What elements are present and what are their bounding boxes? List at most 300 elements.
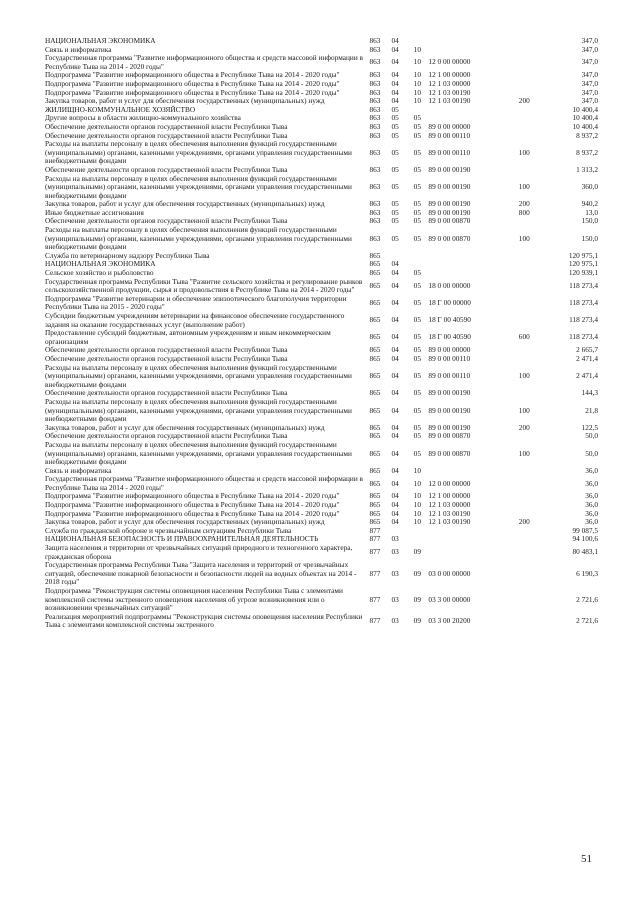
row-target-article: 89 0 00 00870	[428, 448, 471, 458]
row-subsection: 05	[413, 182, 421, 192]
row-expense-type	[515, 217, 533, 226]
row-expense-type	[515, 295, 533, 312]
row-section: 05	[391, 113, 399, 123]
row-section: 04	[391, 57, 399, 67]
row-name: Обеспечение деятельности органов государственной власти Республики Тыва	[45, 353, 288, 363]
row-amount: 347,0	[581, 57, 598, 67]
row-expense-type	[515, 535, 533, 544]
row-amount: 10 400,4	[572, 113, 598, 123]
table-row	[45, 441, 598, 467]
row-admin-code: 865	[369, 250, 381, 260]
row-amount: 347,0	[581, 78, 598, 88]
table-row	[45, 37, 598, 46]
row-section: 04	[391, 517, 399, 527]
row-name: Обеспечение деятельности органов государственной власти Республики Тыва	[45, 345, 288, 355]
row-expense-type	[515, 432, 533, 441]
table-row	[45, 175, 598, 201]
row-admin-code: 865	[369, 298, 381, 308]
row-target-article: 89 0 00 00870	[428, 233, 471, 243]
row-subsection: 05	[413, 422, 421, 432]
row-target-article	[428, 535, 515, 544]
row-name: Подпрограмма "Развитие информационного общества в Республике Тыва на 2014 - 2020 годы"	[45, 87, 340, 97]
row-admin-code: 865	[369, 332, 381, 342]
row-target-article	[428, 269, 515, 278]
row-subsection: 05	[413, 130, 421, 140]
row-expense-type	[515, 71, 533, 80]
row-amount: 36,0	[585, 491, 598, 501]
row-name: Субсидии бюджетным учреждениям ветеринарии на финансовое обеспечение государственного задания на оказание государственных услуг (выполнение работ)	[45, 311, 345, 329]
row-target-article: 12 1 00 00000	[428, 491, 471, 501]
row-name: Обеспечение деятельности органов государственной власти Республики Тыва	[45, 216, 288, 226]
row-amount: 150,0	[581, 233, 598, 243]
row-subsection: 05	[413, 405, 421, 415]
row-target-article: 89 0 00 00190	[428, 182, 471, 192]
row-target-article: 89 0 00 00190	[428, 207, 471, 217]
row-subsection: 10	[413, 78, 421, 88]
row-admin-code: 877	[369, 547, 381, 557]
row-admin-code: 865	[369, 508, 381, 518]
row-subsection: 10	[413, 44, 421, 54]
row-section: 04	[391, 268, 399, 278]
row-name: Подпрограмма "Реконструкция системы оповещения населения Республики Тыва с элементами комплексной системы экстренного оповещения населения об угрозе возникновения или о возникновении чрезвычайных ситуаций"	[45, 586, 343, 613]
row-admin-code: 865	[369, 431, 381, 441]
row-admin-code: 863	[369, 87, 381, 97]
row-expense-type	[515, 346, 533, 355]
row-expense-type: 100	[518, 182, 530, 192]
row-admin-code: 863	[369, 147, 381, 157]
row-section: 04	[391, 298, 399, 308]
row-expense-type	[515, 54, 533, 71]
row-name: НАЦИОНАЛЬНАЯ БЕЗОПАСНОСТЬ И ПРАВООХРАНИТЕЛЬНАЯ ДЕЯТЕЛЬНОСТЬ	[45, 534, 319, 544]
row-amount: 118 273,4	[569, 280, 598, 290]
row-expense-type	[515, 389, 533, 398]
row-name: Закупка товаров, работ и услуг для обеспечения государственных (муниципальных) нужд	[45, 422, 325, 432]
row-amount: 36,0	[585, 500, 598, 510]
row-amount: 120 939,1	[568, 268, 598, 278]
page-number: 51	[581, 853, 592, 865]
row-section: 05	[391, 182, 399, 192]
row-name: Обеспечение деятельности органов государственной власти Республики Тыва	[45, 164, 288, 174]
row-subsection: 05	[413, 164, 421, 174]
row-section: 04	[391, 87, 399, 97]
row-name: Сельское хозяйство и рыболовство	[45, 268, 154, 278]
row-section: 04	[391, 491, 399, 501]
row-name: Расходы на выплаты персоналу в целях обеспечения выполнения функций государственными (муниципальными) органами, казенными учреждениями, органами управления государственными внебюджетными фондами	[45, 396, 352, 424]
row-admin-code: 865	[369, 478, 381, 488]
row-expense-type: 200	[518, 96, 530, 106]
row-amount: 94 100,6	[572, 534, 598, 544]
row-subsection: 05	[413, 121, 421, 131]
row-amount: 2 721,6	[576, 616, 598, 626]
row-subsection: 10	[413, 465, 421, 475]
row-name: Другие вопросы в области жилищно-коммунального хозяйства	[45, 113, 241, 123]
row-amount: 6 190,3	[576, 568, 598, 578]
row-subsection: 05	[413, 207, 421, 217]
row-admin-code: 863	[369, 121, 381, 131]
row-amount: 940,2	[581, 199, 598, 209]
row-amount: 36,0	[585, 508, 598, 518]
row-subsection: 05	[413, 233, 421, 243]
row-expense-type: 100	[518, 233, 530, 243]
row-admin-code: 863	[369, 182, 381, 192]
row-target-article	[428, 46, 515, 55]
row-expense-type	[515, 123, 533, 132]
row-expense-type	[515, 544, 533, 561]
row-amount: 118 273,4	[569, 298, 598, 308]
row-subsection: 05	[413, 431, 421, 441]
row-name: Закупка товаров, работ и услуг для обеспечения государственных (муниципальных) нужд	[45, 517, 325, 527]
row-admin-code: 865	[369, 353, 381, 363]
row-amount: 2 665,7	[576, 345, 598, 355]
row-name: Закупка товаров, работ и услуг для обеспечения государственных (муниципальных) нужд	[45, 96, 325, 106]
row-subsection: 10	[413, 508, 421, 518]
row-target-article: 89 0 00 00110	[428, 147, 471, 157]
row-section: 04	[391, 388, 399, 398]
row-admin-code: 863	[369, 96, 381, 106]
row-name: ЖИЛИЩНО-КОММУНАЛЬНОЕ ХОЗЯЙСТВО	[45, 104, 196, 114]
row-subsection: 05	[413, 113, 421, 123]
row-name: Государственная программа Республики Тыва "Защита населения и территорий от чрезвычайных ситуаций, обеспечение пожарной безопасности и безопасности людей на водных объектах на 2014 - 2018 годы"	[45, 560, 357, 587]
row-section: 05	[391, 199, 399, 209]
row-admin-code: 863	[369, 36, 381, 45]
row-target-article	[428, 252, 515, 261]
row-subsection: 10	[413, 517, 421, 527]
row-expense-type	[515, 166, 533, 175]
row-subsection: 10	[413, 96, 421, 106]
row-expense-type	[515, 475, 533, 492]
row-target-article	[428, 527, 515, 536]
row-admin-code: 865	[369, 268, 381, 278]
row-name: Расходы на выплаты персоналу в целях обеспечения выполнения функций государственными (муниципальными) органами, казенными учреждениями, органами управления государственными внебюджетными фондами	[45, 139, 352, 166]
row-section: 03	[391, 568, 399, 578]
row-target-article: 89 0 00 00190	[428, 388, 471, 398]
row-expense-type: 100	[518, 405, 530, 415]
row-section: 04	[391, 465, 399, 475]
row-expense-type	[515, 587, 533, 613]
row-section: 04	[391, 259, 399, 269]
row-expense-type: 800	[518, 207, 530, 217]
row-expense-type: 100	[518, 147, 530, 157]
row-section: 04	[391, 70, 399, 80]
row-name: Государственная программа "Развитие информационного общества и средств массовой информации в Республике Тыва на 2014 - 2020 годы"	[45, 53, 363, 71]
row-amount: 120 975,1	[568, 250, 598, 260]
row-target-article: 89 0 00 00190	[428, 405, 471, 415]
row-expense-type	[515, 260, 533, 269]
row-subsection: 10	[413, 57, 421, 67]
row-expense-type	[515, 278, 533, 295]
table-row	[45, 278, 598, 295]
row-amount: 150,0	[581, 216, 598, 226]
table-row	[45, 329, 598, 346]
row-name: Связь и информатика	[45, 44, 112, 54]
row-section: 04	[391, 431, 399, 441]
row-section: 04	[391, 44, 399, 54]
row-subsection: 05	[413, 345, 421, 355]
row-subsection: 05	[413, 332, 421, 342]
row-amount: 347,0	[581, 44, 598, 54]
row-subsection	[406, 252, 428, 261]
row-section: 05	[391, 216, 399, 226]
row-amount: 36,0	[585, 478, 598, 488]
row-admin-code: 877	[369, 594, 381, 604]
row-target-article	[428, 106, 515, 115]
row-target-article: 89 0 00 00190	[428, 199, 471, 209]
row-admin-code: 863	[369, 78, 381, 88]
row-amount: 80 483,1	[572, 547, 598, 557]
row-target-article	[428, 260, 515, 269]
row-target-article: 03 0 00 00000	[428, 568, 471, 578]
table-row	[45, 226, 598, 252]
row-amount: 347,0	[581, 96, 598, 106]
table-row	[45, 398, 598, 424]
row-target-article: 12 1 03 00000	[428, 500, 471, 510]
row-target-article: 18 0 00 00000	[428, 280, 471, 290]
row-target-article: 89 0 00 00000	[428, 121, 471, 131]
row-section: 04	[391, 78, 399, 88]
row-expense-type	[515, 132, 533, 141]
row-name: Подпрограмма "Развитие информационного общества в Республике Тыва на 2014 - 2020 годы"	[45, 70, 340, 80]
table-row	[45, 475, 598, 492]
row-section: 04	[391, 508, 399, 518]
row-admin-code: 863	[369, 207, 381, 217]
row-target-article: 89 0 00 00110	[428, 371, 471, 381]
row-amount: 8 937,2	[576, 130, 598, 140]
row-name: Расходы на выплаты персоналу в целях обеспечения выполнения функций государственными (муниципальными) органами, казенными учреждениями, органами управления государственными внебюджетными фондами	[45, 439, 352, 467]
row-name: Государственная программа "Развитие информационного общества и средств массовой информации в Республике Тыва на 2014 - 2020 годы"	[45, 474, 363, 492]
row-expense-type: 100	[518, 448, 530, 458]
row-admin-code: 877	[369, 525, 381, 535]
row-subsection: 09	[413, 616, 421, 626]
row-admin-code: 865	[369, 465, 381, 475]
row-target-article: 89 0 00 00000	[428, 345, 471, 355]
row-subsection: 05	[413, 280, 421, 290]
row-admin-code: 865	[369, 517, 381, 527]
row-amount: 118 273,4	[569, 315, 598, 325]
row-subsection: 05	[413, 268, 421, 278]
row-target-article	[428, 467, 515, 476]
row-name: Реализация мероприятий подпрограммы "Реконструкция системы оповещения населения Республики Тыва с элементами комплексной системы экстренного	[45, 611, 363, 630]
row-subsection: 10	[413, 87, 421, 97]
table-row	[45, 613, 598, 630]
row-amount: 50,0	[585, 448, 598, 458]
row-amount: 2 471,4	[576, 353, 598, 363]
row-name: Служба по ветеринарному надзору Республики Тыва	[45, 250, 210, 260]
row-section: 04	[391, 36, 399, 45]
row-subsection: 10	[413, 491, 421, 501]
row-admin-code: 865	[369, 491, 381, 501]
row-target-article: 89 0 00 00190	[428, 422, 471, 432]
row-expense-type	[515, 561, 533, 587]
row-admin-code: 865	[369, 371, 381, 381]
row-name: Связь и информатика	[45, 465, 112, 475]
row-admin-code: 863	[369, 70, 381, 80]
row-amount: 50,0	[585, 431, 598, 441]
row-section: 04	[391, 96, 399, 106]
row-section: 04	[391, 371, 399, 381]
row-subsection: 05	[413, 147, 421, 157]
row-amount: 10 400,4	[572, 121, 598, 131]
row-expense-type	[515, 106, 533, 115]
budget-table	[45, 37, 598, 630]
row-admin-code: 865	[369, 422, 381, 432]
row-admin-code: 877	[369, 616, 381, 626]
row-subsection: 05	[413, 448, 421, 458]
row-name: Подпрограмма "Развитие ветеринарии и обеспечение эпизоотического благополучия территории Республики Тыва на 2015 - 2020 годы"	[45, 293, 347, 312]
row-name: Обеспечение деятельности органов государственной власти Республики Тыва	[45, 388, 288, 398]
row-admin-code: 863	[369, 104, 381, 114]
row-section: 04	[391, 405, 399, 415]
row-amount: 360,0	[581, 182, 598, 192]
row-section: 05	[391, 130, 399, 140]
table-row	[45, 312, 598, 329]
row-expense-type	[515, 467, 533, 476]
row-subsection: 10	[413, 500, 421, 510]
row-subsection: 05	[413, 199, 421, 209]
row-section: 05	[391, 147, 399, 157]
row-admin-code: 865	[369, 345, 381, 355]
row-name: Подпрограмма "Развитие информационного общества в Республике Тыва на 2014 - 2020 годы"	[45, 491, 340, 501]
row-admin-code: 877	[369, 534, 381, 544]
row-expense-type	[515, 613, 533, 630]
row-target-article: 89 0 00 00870	[428, 431, 471, 441]
row-section: 05	[391, 207, 399, 217]
row-expense-type	[515, 114, 533, 123]
row-amount: 99 087,5	[572, 525, 598, 535]
table-row	[45, 295, 598, 312]
row-amount: 347,0	[581, 87, 598, 97]
row-target-article: 03 3 00 20200	[428, 616, 471, 626]
row-expense-type: 200	[518, 517, 530, 527]
row-section: 04	[391, 500, 399, 510]
table-row	[45, 587, 598, 613]
row-target-article: 12 1 03 00190	[428, 87, 471, 97]
row-subsection: 05	[413, 388, 421, 398]
row-expense-type	[515, 37, 533, 46]
row-admin-code: 865	[369, 405, 381, 415]
row-expense-type	[515, 312, 533, 329]
row-target-article: 03 3 00 00000	[428, 594, 471, 604]
row-target-article: 18 Г 00 00000	[428, 298, 471, 308]
row-name: НАЦИОНАЛЬНАЯ ЭКОНОМИКА	[45, 259, 156, 269]
row-name: Государственная программа Республики Тыва "Развитие сельского хозяйства и регулирование рынков сельскохозяйственной продукции, сырья и продовольствия в Республике Тыва на 2014 - 2020 годы"	[45, 276, 363, 295]
row-admin-code: 865	[369, 280, 381, 290]
row-expense-type	[515, 355, 533, 364]
row-target-article: 12 0 00 00000	[428, 478, 471, 488]
row-amount: 347,0	[581, 70, 598, 80]
row-subsection: 10	[413, 70, 421, 80]
row-subsection	[406, 535, 428, 544]
row-expense-type: 100	[518, 371, 530, 381]
row-section: 03	[391, 594, 399, 604]
row-section: 04	[391, 280, 399, 290]
row-name: Предоставление субсидий бюджетным, автономным учреждениям и иным некоммерческим организациям	[45, 328, 331, 346]
row-name: Расходы на выплаты персоналу в целях обеспечения выполнения функций государственными (муниципальными) органами, казенными учреждениями, органами управления государственными внебюджетными фондами	[45, 362, 352, 389]
table-row	[45, 561, 598, 587]
table-row	[45, 544, 598, 561]
row-name: Подпрограмма "Развитие информационного общества в Республике Тыва на 2014 - 2020 годы"	[45, 508, 340, 518]
row-target-article: 89 0 00 00110	[428, 130, 471, 140]
row-amount: 120 975,1	[568, 259, 598, 269]
row-section: 03	[391, 534, 399, 544]
table-row	[45, 54, 598, 71]
row-amount: 36,0	[585, 465, 598, 475]
row-name: Закупка товаров, работ и услуг для обеспечения государственных (муниципальных) нужд	[45, 199, 325, 209]
row-section: 03	[391, 616, 399, 626]
row-target-article: 18 Г 00 40590	[428, 315, 471, 325]
row-name: Защита населения и территории от чрезвычайных ситуаций природного и техногенного характера, гражданская оборона	[45, 543, 353, 561]
row-target-article: 12 1 03 00190	[428, 517, 471, 527]
row-amount: 2 721,6	[576, 594, 598, 604]
row-admin-code: 865	[369, 448, 381, 458]
row-amount: 118 273,4	[569, 332, 598, 342]
row-amount: 36,0	[585, 517, 598, 527]
row-expense-type	[515, 501, 533, 510]
row-subsection: 09	[413, 594, 421, 604]
table-row	[45, 364, 598, 390]
row-subsection: 09	[413, 568, 421, 578]
row-name: Служба по гражданской обороне и чрезвычайным ситуациям Республики Тыва	[45, 525, 292, 535]
row-target-article: 89 0 00 00870	[428, 216, 471, 226]
row-amount: 21,8	[585, 405, 598, 415]
row-section: 05	[391, 104, 399, 114]
row-admin-code: 863	[369, 233, 381, 243]
row-target-article: 12 1 03 00190	[428, 96, 471, 106]
row-section: 04	[391, 478, 399, 488]
row-subsection: 05	[413, 353, 421, 363]
row-amount: 122,5	[581, 422, 598, 432]
row-section: 04	[391, 315, 399, 325]
row-admin-code: 865	[369, 500, 381, 510]
row-expense-type: 200	[518, 422, 530, 432]
row-amount: 347,0	[581, 36, 598, 45]
row-subsection: 05	[413, 315, 421, 325]
row-section: 04	[391, 353, 399, 363]
row-admin-code: 877	[369, 568, 381, 578]
row-subsection: 09	[413, 547, 421, 557]
row-name: Подпрограмма "Развитие информационного общества в Республике Тыва на 2014 - 2020 годы"	[45, 500, 340, 510]
row-amount: 144,3	[581, 388, 598, 398]
row-name: Расходы на выплаты персоналу в целях обеспечения выполнения функций государственными (муниципальными) органами, казенными учреждениями, органами управления государственными внебюджетными фондами	[45, 173, 352, 200]
row-admin-code: 865	[369, 259, 381, 269]
row-section: 05	[391, 233, 399, 243]
row-admin-code: 863	[369, 44, 381, 54]
row-admin-code: 865	[369, 315, 381, 325]
row-expense-type: 200	[518, 199, 530, 209]
row-name: Обеспечение деятельности органов государственной власти Республики Тыва	[45, 121, 288, 131]
row-target-article	[428, 544, 515, 561]
row-expense-type	[515, 527, 533, 536]
row-admin-code: 863	[369, 130, 381, 140]
row-subsection: 05	[413, 216, 421, 226]
row-section: 04	[391, 332, 399, 342]
row-admin-code: 863	[369, 216, 381, 226]
row-amount: 2 471,4	[576, 371, 598, 381]
row-target-article: 12 1 03 00190	[428, 508, 471, 518]
row-expense-type	[515, 252, 533, 261]
row-name: НАЦИОНАЛЬНАЯ ЭКОНОМИКА	[45, 36, 156, 45]
row-section: 04	[391, 448, 399, 458]
row-expense-type	[515, 269, 533, 278]
row-amount: 13,0	[585, 207, 598, 217]
row-target-article: 18 Г 00 40590	[428, 332, 471, 342]
row-expense-type	[515, 80, 533, 89]
row-target-article: 12 1 03 00000	[428, 78, 471, 88]
row-subsection: 10	[413, 478, 421, 488]
row-target-article: 12 1 00 00000	[428, 70, 471, 80]
row-section: 05	[391, 121, 399, 131]
row-amount: 8 937,2	[576, 147, 598, 157]
row-target-article: 89 0 00 00190	[428, 164, 471, 174]
